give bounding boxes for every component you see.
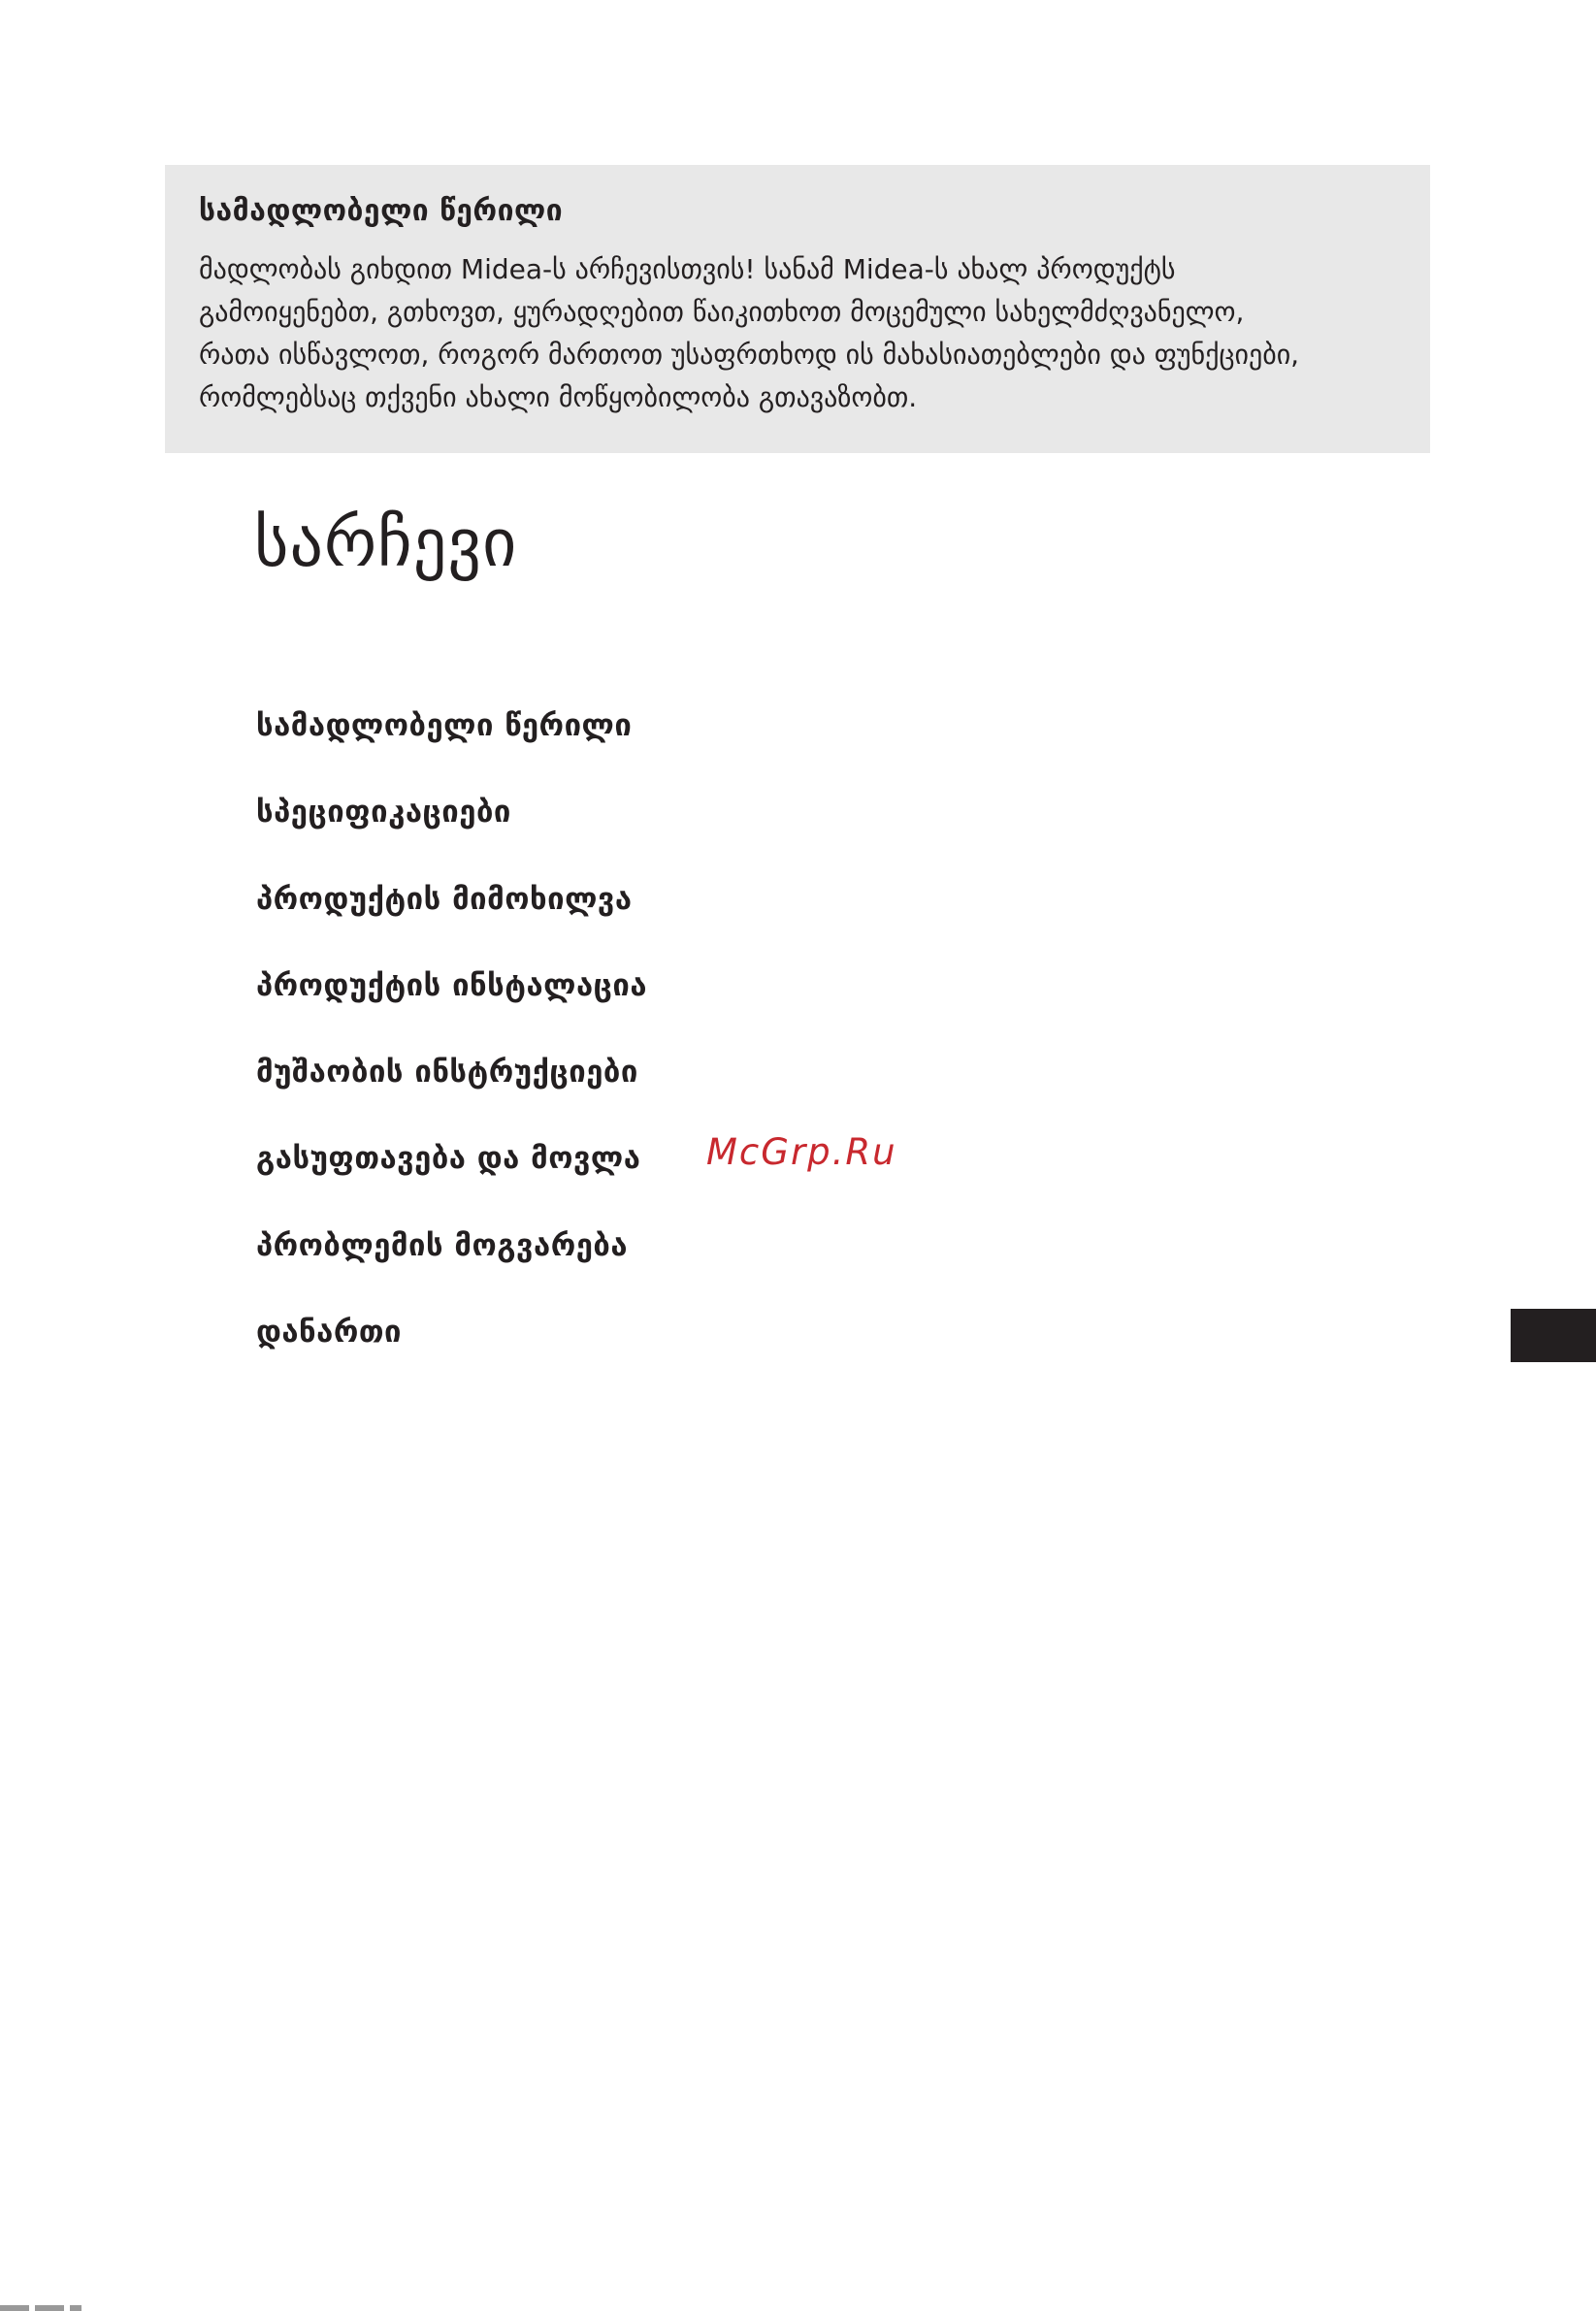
thank-you-text: მადლობას გიხდით Midea-ს არჩევისთვის! სანამ Midea-ს ახალ პროდუქტს გამოიყენებთ, გთხოვთ, ყურადღებით წაიკითხოთ მოცემული სახელმძღვანელო, რათა ისწავლოთ, როგორ მართოთ უსაფრთხოდ ის მახასიათებლები და ფუნქციები, რომლებსაც თქვენი ახალი მოწყობილობა გთავაზობთ.	[199, 253, 1300, 413]
toc-item-operating-instructions[interactable]: მუშაობის ინსტრუქციები	[256, 1055, 638, 1090]
toc-item-product-overview[interactable]: პროდუქტის მიმოხილვა	[256, 881, 633, 917]
toc-item-product-installation[interactable]: პროდუქტის ინსტალაცია	[256, 967, 648, 1003]
toc-item-thank-you-letter[interactable]: სამადლობელი წერილი	[256, 708, 633, 743]
toc-item-appendix[interactable]: დანართი	[256, 1315, 402, 1351]
table-of-contents-list	[256, 697, 647, 1389]
table-of-contents-title: სარჩევი	[254, 505, 518, 582]
watermark: McGrp.Ru	[706, 1131, 897, 1173]
thank-you-heading: სამადლობელი წერილი	[199, 194, 564, 228]
side-tab-marker	[1511, 1309, 1596, 1362]
toc-item-cleaning-and-care[interactable]: გასუფთავება და მოვლა	[256, 1141, 641, 1177]
toc-item-troubleshooting[interactable]: პრობლემის მოგვარება	[256, 1227, 629, 1263]
thank-you-letter-box	[165, 165, 1430, 453]
toc-item-specifications[interactable]: სპეციფიკაციები	[256, 795, 511, 830]
page-corner-mark	[0, 2305, 81, 2311]
